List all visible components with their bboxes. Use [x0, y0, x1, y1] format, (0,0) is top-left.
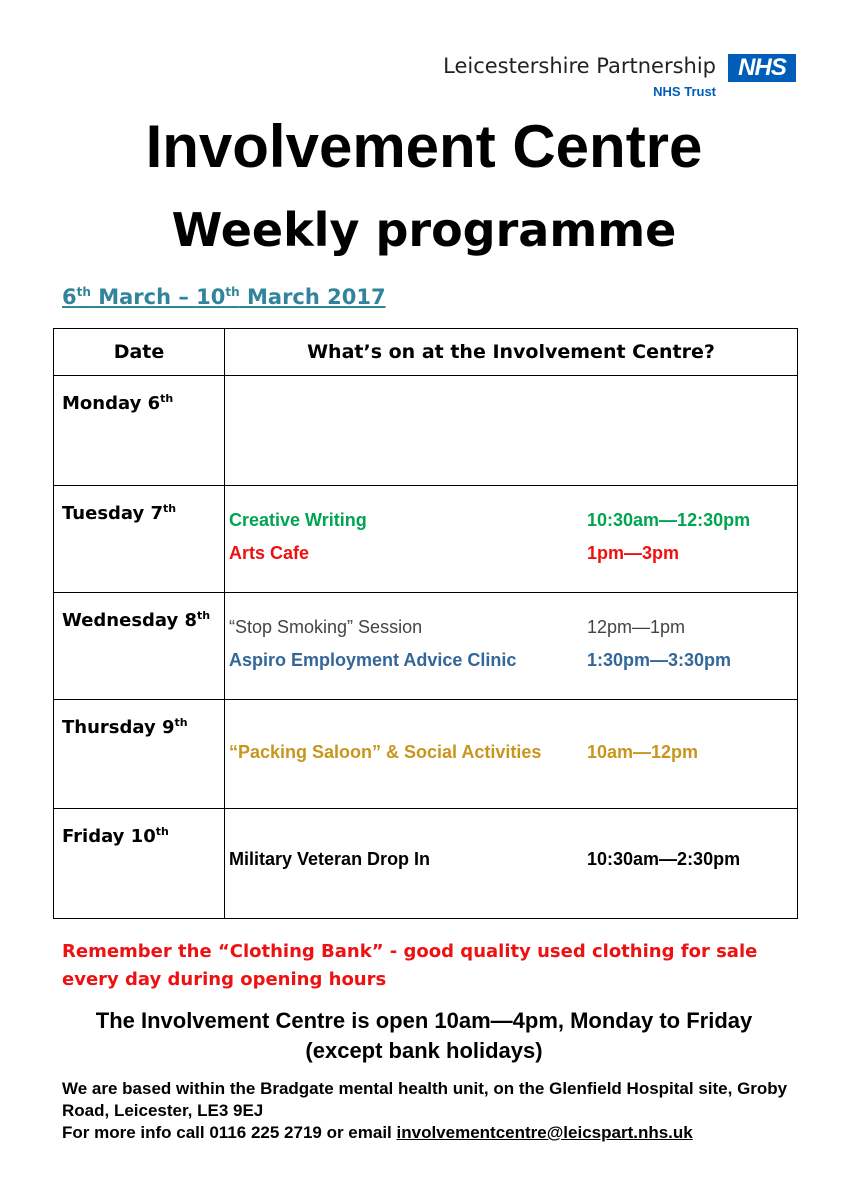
event-time: 1:30pm—3:30pm — [587, 650, 732, 670]
event-row — [229, 510, 797, 531]
table-row — [54, 376, 798, 486]
day-cell — [54, 486, 225, 593]
end-month-year: March 2017 — [239, 285, 386, 309]
trust-name: NHS Trust — [653, 84, 716, 99]
event-name: Aspiro Employment Advice Clinic — [229, 650, 517, 670]
event-row — [229, 742, 797, 763]
events-cell — [225, 376, 798, 486]
page-title: Involvement Centre — [145, 113, 703, 180]
table-row — [54, 809, 798, 919]
event-time: 10:30am—2:30pm — [587, 849, 741, 869]
day-suffix: th — [163, 502, 177, 515]
day-suffix: th — [197, 609, 211, 622]
email-link[interactable]: involvementcentre@leicspart.nhs.uk — [396, 1123, 693, 1142]
day-cell — [54, 700, 225, 809]
opening-hours: The Involvement Centre is open 10am—4pm, Monday to Friday (except bank holidays) — [95, 1008, 753, 1063]
table-row — [54, 700, 798, 809]
day-cell — [54, 376, 225, 486]
header-date: Date — [54, 329, 225, 376]
page-subtitle: Weekly programme — [171, 203, 677, 257]
event-time: 1pm—3pm — [587, 543, 680, 563]
event-name: Military Veteran Drop In — [229, 849, 431, 869]
event-name: “Packing Saloon” & Social Activities — [229, 742, 542, 762]
end-day-suffix: th — [225, 285, 240, 299]
date-range — [62, 285, 386, 309]
day-suffix: th — [155, 825, 169, 838]
end-day: 10 — [196, 285, 226, 309]
org-name: Leicestershire Partnership — [443, 54, 716, 78]
day-label: Wednesday 8 — [62, 610, 198, 631]
nhs-logo-badge: NHS — [728, 54, 796, 82]
event-name: Arts Cafe — [229, 543, 310, 563]
table-header-row — [54, 329, 798, 376]
day-label: Friday 10 — [62, 826, 156, 847]
events-cell — [225, 809, 798, 919]
table-row — [54, 486, 798, 593]
event-time: 10am—12pm — [587, 742, 699, 762]
more-info — [62, 1122, 802, 1144]
event-time: 10:30am—12:30pm — [587, 510, 751, 530]
header-whats-on: What’s on at the Involvement Centre? — [225, 329, 798, 376]
event-name: Creative Writing — [229, 510, 367, 530]
start-day: 6 — [62, 285, 77, 309]
start-day-suffix: th — [76, 285, 91, 299]
address: We are based within the Bradgate mental health unit, on the Glenfield Hospital site, Groby Road, Leicester, LE3 9EJ — [62, 1079, 788, 1120]
events-cell — [225, 486, 798, 593]
day-cell — [54, 593, 225, 700]
event-row — [229, 543, 797, 564]
day-suffix: th — [174, 716, 188, 729]
phone-info: For more info call 0116 225 2719 or email — [62, 1123, 397, 1142]
events-cell — [225, 700, 798, 809]
event-name: “Stop Smoking” Session — [229, 617, 423, 637]
start-month: March – — [90, 285, 197, 309]
day-suffix: th — [160, 392, 174, 405]
events-cell — [225, 593, 798, 700]
table-row — [54, 593, 798, 700]
contact-info — [62, 1078, 802, 1144]
event-row — [229, 617, 797, 638]
nhs-trust-logo — [436, 54, 796, 104]
event-row — [229, 849, 797, 870]
day-cell — [54, 809, 225, 919]
day-label: Thursday 9 — [62, 717, 175, 738]
schedule-table — [53, 328, 798, 919]
day-label: Monday 6 — [62, 393, 161, 414]
event-row — [229, 650, 797, 671]
event-time: 12pm—1pm — [587, 617, 686, 637]
clothing-bank-notice: Remember the “Clothing Bank” - good quality used clothing for sale every day during opening hours — [62, 941, 758, 990]
day-label: Tuesday 7 — [62, 503, 164, 524]
